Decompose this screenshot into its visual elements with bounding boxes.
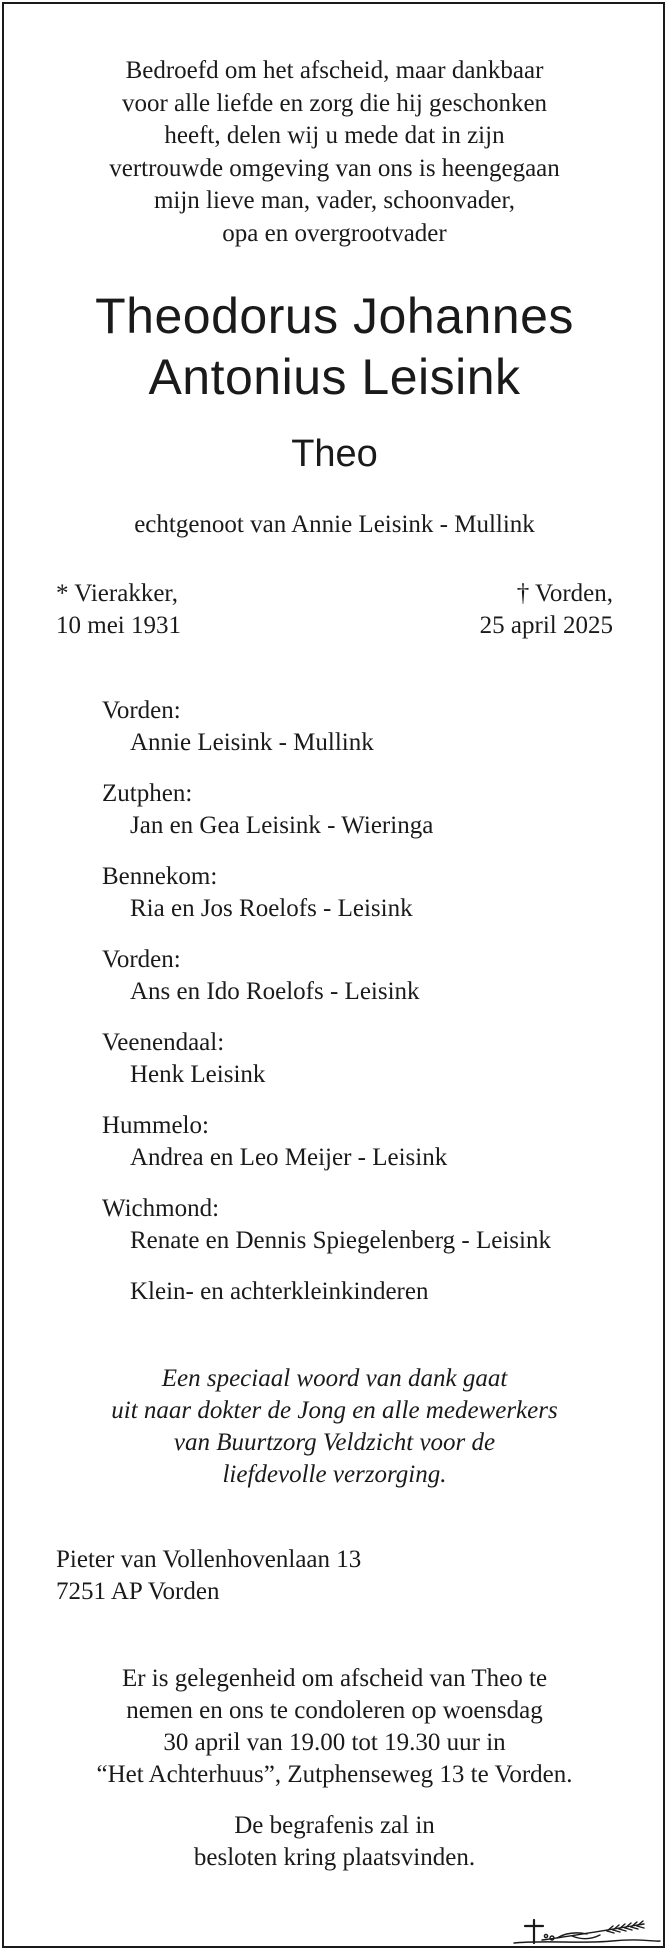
family-entry: [102, 695, 551, 759]
birth-place: * Vierakker,: [56, 580, 178, 607]
family-place: Vorden:: [102, 697, 181, 724]
deceased-nickname: Theo: [291, 433, 378, 475]
intro-line: Bedroefd om het afscheid, maar dankbaar: [125, 57, 544, 84]
thanks-line: Een speciaal woord van dank gaat: [161, 1365, 508, 1392]
farewell-line: “Het Achterhuus”, Zutphenseweg 13 te Vorden.: [96, 1761, 573, 1788]
family-place: Zutphen:: [102, 780, 193, 807]
family-place: Wichmond:: [102, 1195, 220, 1222]
name-line-1: Theodorus Johannes: [95, 288, 574, 344]
family-names: Henk Leisink: [130, 1061, 266, 1088]
farewell-line: 30 april van 19.00 tot 19.30 uur in: [163, 1729, 506, 1756]
family-names: Renate en Dennis Spiegelenberg - Leisink: [130, 1227, 551, 1254]
thanks-text: [20, 1363, 649, 1491]
funeral-line: De begrafenis zal in: [234, 1812, 435, 1839]
death-date: 25 april 2025: [479, 612, 613, 639]
intro-line: voor alle liefde en zorg die hij geschonken: [121, 89, 548, 117]
family-place: Bennekom:: [102, 863, 218, 890]
family-entry: [102, 1027, 551, 1091]
thanks-line: van Buurtzorg Veldzicht voor de: [173, 1429, 496, 1456]
intro-text: [40, 55, 629, 250]
correspondence-address: [56, 1544, 361, 1608]
family-names: Andrea en Leo Meijer - Leisink: [130, 1144, 448, 1171]
family-names: Jan en Gea Leisink - Wieringa: [130, 812, 434, 839]
cross-and-wheat-ornament-icon: [512, 1914, 662, 1948]
deceased-full-name: [20, 286, 649, 408]
family-names: Annie Leisink - Mullink: [130, 729, 374, 756]
address-city: 7251 AP Vorden: [56, 1578, 220, 1605]
family-entry: [102, 1193, 551, 1257]
funeral-text: [20, 1810, 649, 1874]
address-street: Pieter van Vollenhovenlaan 13: [56, 1546, 362, 1573]
intro-line: vertrouwde omgeving van ons is heengegaan: [109, 154, 560, 182]
birth-date: 10 mei 1931: [56, 612, 181, 639]
thanks-line: uit naar dokter de Jong en alle medewerkers: [111, 1397, 558, 1424]
birth-block: [56, 578, 181, 642]
thanks-line: liefdevolle verzorging.: [222, 1461, 447, 1488]
intro-line: mijn lieve man, vader, schoonvader,: [153, 187, 516, 214]
family-names: Ans en Ido Roelofs - Leisink: [130, 978, 420, 1005]
family-place: Hummelo:: [102, 1112, 209, 1139]
family-place: Vorden:: [102, 946, 181, 973]
farewell-line: nemen en ons te condoleren op woensdag: [126, 1697, 543, 1724]
name-line-2: Antonius Leisink: [148, 349, 521, 405]
family-list: [102, 695, 551, 1276]
farewell-line: Er is gelegenheid om afscheid van Theo te: [121, 1665, 548, 1692]
family-entry: [102, 778, 551, 842]
spouse-line: echtgenoot van Annie Leisink - Mullink: [134, 511, 535, 538]
funeral-line: besloten kring plaatsvinden.: [193, 1844, 476, 1871]
grandchildren-line: Klein- en achterkleinkinderen: [130, 1278, 429, 1305]
family-entry: [102, 861, 551, 925]
family-entry: [102, 1110, 551, 1174]
intro-line: opa en overgrootvader: [222, 219, 447, 247]
farewell-text: [20, 1663, 649, 1791]
intro-line: heeft, delen wij u mede dat in zijn: [164, 122, 505, 149]
family-names: Ria en Jos Roelofs - Leisink: [130, 895, 413, 922]
family-place: Veenendaal:: [102, 1029, 225, 1056]
family-entry: [102, 944, 551, 1008]
death-block: [480, 578, 613, 642]
death-place: † Vorden,: [516, 580, 613, 607]
